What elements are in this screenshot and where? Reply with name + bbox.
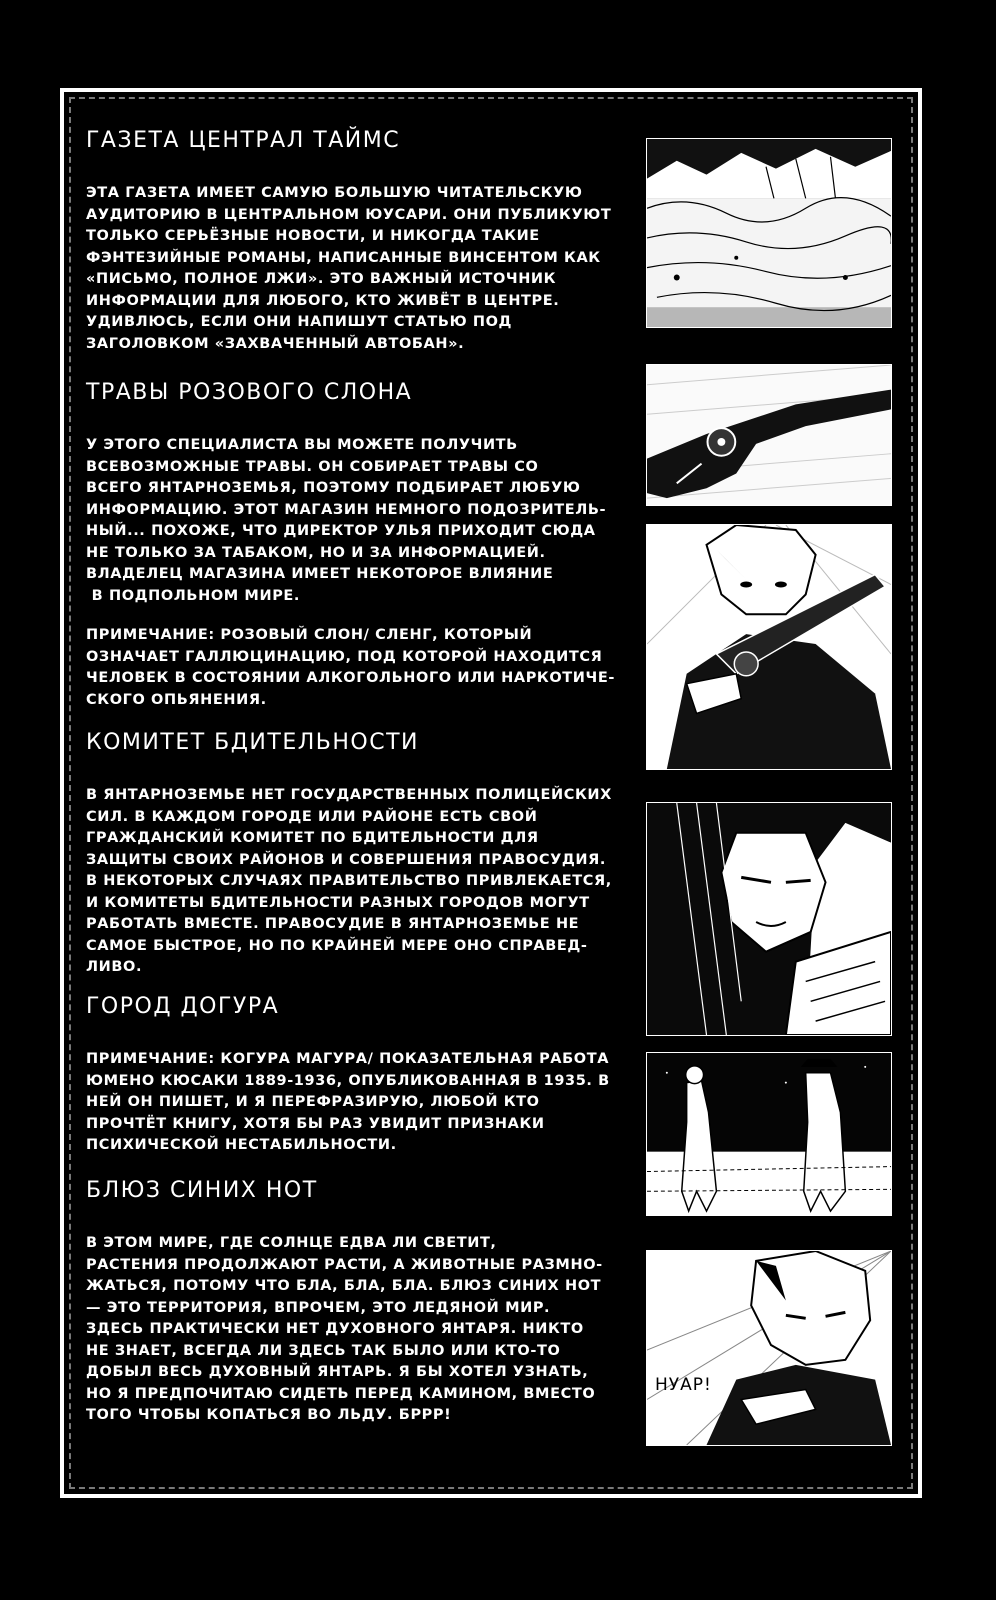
portrait-illustration (646, 1250, 892, 1446)
revolver-illustration (646, 364, 892, 506)
section-title: БЛЮЗ СИНИХ НОТ (86, 1178, 318, 1203)
landscape-illustration (646, 138, 892, 328)
section-paragraph: У ЭТОГО СПЕЦИАЛИСТА ВЫ МОЖЕТЕ ПОЛУЧИТЬ ВСЕВОЗМОЖНЫЕ ТРАВЫ. ОН СОБИРАЕТ ТРАВЫ СО ВСЕГО ЯНТАРНОЗЕМЬЯ, ПОЭТОМУ ПОДБИРАЕТ ЛЮБУЮ ИНФОРМАЦИЮ. ЭТОТ МАГАЗИН НЕМНОГО ПОДОЗРИТЕЛЬ- НЫЙ... ПОХОЖЕ, ЧТО ДИРЕКТОР УЛЬЯ ПРИХОДИТ СЮДА НЕ ТОЛЬКО ЗА ТАБАКОМ, НО И ЗА ИНФОРМАЦИЕЙ. ВЛАДЕЛЕЦ МАГАЗИНА ИМЕЕТ НЕКОТОРОЕ ВЛИЯНИЕ В ПОДПОЛЬНОМ МИРЕ. (86, 437, 607, 604)
section-note: ПРИМЕЧАНИЕ: РОЗОВЫЙ СЛОН/ СЛЕНГ, КОТОРЫЙ ОЗНАЧАЕТ ГАЛЛЮЦИНАЦИЮ, ПОД КОТОРОЙ НАХОДИТСЯ ЧЕЛОВЕК В СОСТОЯНИИ АЛКОГОЛЬНОГО ИЛИ НАРКОТИЧЕ- СКОГО ОПЬЯНЕНИЯ. (86, 627, 615, 708)
section-pink-elephant-herbs (86, 380, 626, 711)
section-central-times (86, 128, 626, 355)
sound-effect-text: НУАР! (655, 1375, 712, 1395)
two-figures-night-illustration (646, 1052, 892, 1216)
section-title: КОМИТЕТ БДИТЕЛЬНОСТИ (86, 730, 419, 755)
section-title: ГОРОД ДОГУРА (86, 994, 280, 1019)
section-title: ТРАВЫ РОЗОВОГО СЛОНА (86, 380, 413, 405)
section-dogura-city (86, 994, 626, 1157)
section-paragraph: В ЭТОМ МИРЕ, ГДЕ СОЛНЦЕ ЕДВА ЛИ СВЕТИТ, РАСТЕНИЯ ПРОДОЛЖАЮТ РАСТИ, А ЖИВОТНЫЕ РАЗМНО- ЖАТЬСЯ, ПОТОМУ ЧТО БЛА, БЛА, БЛА. БЛЮЗ СИНИХ НОТ — ЭТО ТЕРРИТОРИЯ, ВПРОЧЕМ, ЭТО ЛЕДЯНОЙ МИР. ЗДЕСЬ ПРАКТИЧЕСКИ НЕТ ДУХОВНОГО ЯНТАРЯ. НИКТО НЕ ЗНАЕТ, ВСЕГДА ЛИ ЗДЕСЬ ТАК БЫЛО ИЛИ КТО-ТО ДОБЫЛ ВЕСЬ ДУХОВНЫЙ ЯНТАРЬ. Я БЫ ХОТЕЛ УЗНАТЬ, НО Я ПРЕДПОЧИТАЮ СИДЕТЬ ПЕРЕД КАМИНОМ, ВМЕСТО ТОГО ЧТОБЫ КОПАТЬСЯ ВО ЛЬДУ. БРРР! (86, 1235, 603, 1423)
gunman-illustration (646, 524, 892, 770)
section-paragraph: В ЯНТАРНОЗЕМЬЕ НЕТ ГОСУДАРСТВЕННЫХ ПОЛИЦЕЙСКИХ СИЛ. В КАЖДОМ ГОРОДЕ ИЛИ РАЙОНЕ ЕСТЬ СВОЙ ГРАЖДАНСКИЙ КОМИТЕТ ПО БДИТЕЛЬНОСТИ ДЛЯ ЗАЩИТЫ СВОИХ РАЙОНОВ И СОВЕРШЕНИЯ ПРАВОСУДИЯ. В НЕКОТОРЫХ СЛУЧАЯХ ПРАВИТЕЛЬСТВО ПРИВЛЕКАЕТСЯ, И КОМИТЕТЫ БДИТЕЛЬНОСТИ РАЗНЫХ ГОРОДОВ МОГУТ РАБОТАТЬ ВМЕСТЕ. ПРАВОСУДИЕ В ЯНТАРНОЗЕМЬЕ НЕ САМОЕ БЫСТРОЕ, НО ПО КРАЙНЕЙ МЕРЕ ОНО СПРАВЕД- ЛИВО. (86, 787, 612, 975)
section-note: ПРИМЕЧАНИЕ: КОГУРА МАГУРА/ ПОКАЗАТЕЛЬНАЯ РАБОТА ЮМЕНО КЮСАКИ 1889-1936, ОПУБЛИКОВАННАЯ В 1935. В НЕЙ ОН ПИШЕТ, И Я ПЕРЕФРАЗИРУЮ, ЛЮБОЙ КТО ПРОЧТЁТ КНИГУ, ХОТЯ БЫ РАЗ УВИДИТ ПРИЗНАКИ ПСИХИЧЕСКОЙ НЕСТАБИЛЬНОСТИ. (86, 1051, 610, 1153)
section-title: ГАЗЕТА ЦЕНТРАЛ ТАЙМС (86, 128, 401, 153)
long-haired-character-illustration (646, 802, 892, 1036)
section-paragraph: ЭТА ГАЗЕТА ИМЕЕТ САМУЮ БОЛЬШУЮ ЧИТАТЕЛЬСКУЮ АУДИТОРИЮ В ЦЕНТРАЛЬНОМ ЮУСАРИ. ОНИ ПУБЛИКУЮТ ТОЛЬКО СЕРЬЁЗНЫЕ НОВОСТИ, И НИКОГДА ТАКИЕ ФЭНТЕЗИЙНЫЕ РОМАНЫ, НАПИСАННЫЕ ВИНСЕНТОМ КАК «ПИСЬМО, ПОЛНОЕ ЛЖИ». ЭТО ВАЖНЫЙ ИСТОЧНИК ИНФОРМАЦИИ ДЛЯ ЛЮБОГО, КТО ЖИВЁТ В ЦЕНТРЕ. УДИВЛЮСЬ, ЕСЛИ ОНИ НАПИШУТ СТАТЬЮ ПОД ЗАГОЛОВКОМ «ЗАХВАЧЕННЫЙ АВТОБАН». (86, 185, 612, 352)
section-vigilance-committee (86, 730, 626, 979)
section-blue-notes-blues (86, 1178, 626, 1427)
